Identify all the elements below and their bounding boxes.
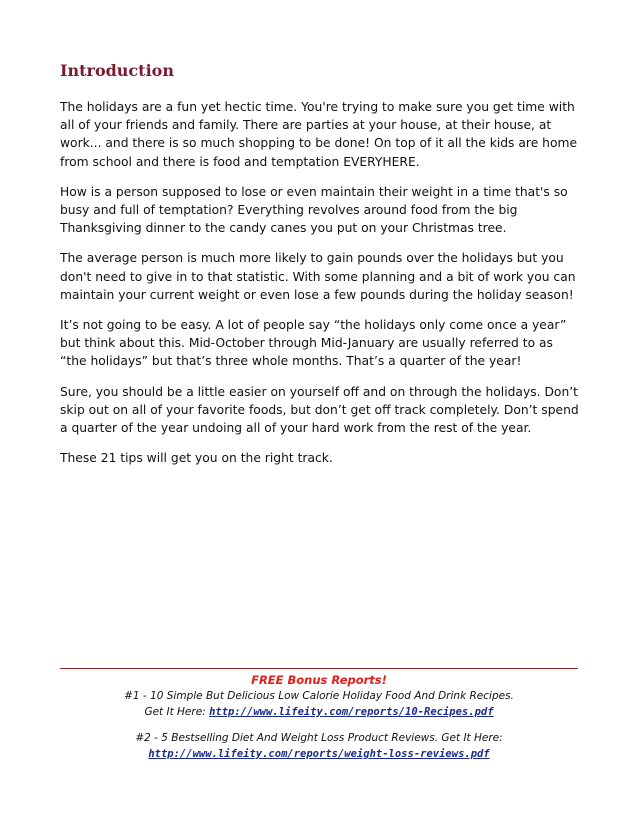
- paragraph: The average person is much more likely to gain pounds over the holidays but you don't need to give in to that statistic. With some planning and a bit of work you can maintain your current weight or even lose a few pounds during the holiday season!: [60, 251, 576, 302]
- body-content: [60, 98, 580, 479]
- footer-title: FREE Bonus Reports!: [251, 673, 387, 687]
- report-1-description: #1 - 10 Simple But Delicious Low Calorie Holiday Food And Drink Recipes.: [124, 690, 514, 702]
- paragraph: These 21 tips will get you on the right track.: [60, 451, 333, 466]
- report-2-block: [60, 730, 578, 762]
- report-2-link-line: [60, 746, 578, 762]
- paragraph: It’s not going to be easy. A lot of people say “the holidays only come once a year” but think about this. Mid-October through Mid-January are usually referred to as “the holidays” but that’s three whole months. That’s a quarter of the year!: [60, 318, 567, 369]
- report-1-link-prefix: Get It Here:: [144, 706, 210, 718]
- bonus-footer: [60, 672, 578, 762]
- paragraph: The holidays are a fun yet hectic time. You're trying to make sure you get time with all of your friends and family. There are parties at your house, at their house, at work... and there is so much shopping to be done! On top of it all the kids are home from school and there is food and temptation EVERYHERE.: [60, 100, 578, 169]
- paragraph: How is a person supposed to lose or even maintain their weight in a time that's so busy and full of temptation? Everything revolves around food from the big Thanksgiving dinner to the candy canes you put on your Christmas tree.: [60, 184, 568, 236]
- footer-divider: [60, 668, 578, 669]
- page-title: Introduction: [60, 61, 174, 80]
- report-2-link[interactable]: http://www.lifeity.com/reports/weight-loss-reviews.pdf: [148, 748, 490, 760]
- paragraph: Sure, you should be a little easier on yourself off and on through the holidays. Don’t skip out on all of your favorite foods, but don’t get off track completely. Don’t spend a quarter of the year undoing all of your hard work from the rest of the year.: [60, 384, 579, 436]
- report-1-link-line: [60, 704, 578, 720]
- report-2-description: #2 - 5 Bestselling Diet And Weight Loss Product Reviews. Get It Here:: [135, 732, 503, 744]
- report-1-link[interactable]: http://www.lifeity.com/reports/10-Recipes.pdf: [209, 706, 494, 718]
